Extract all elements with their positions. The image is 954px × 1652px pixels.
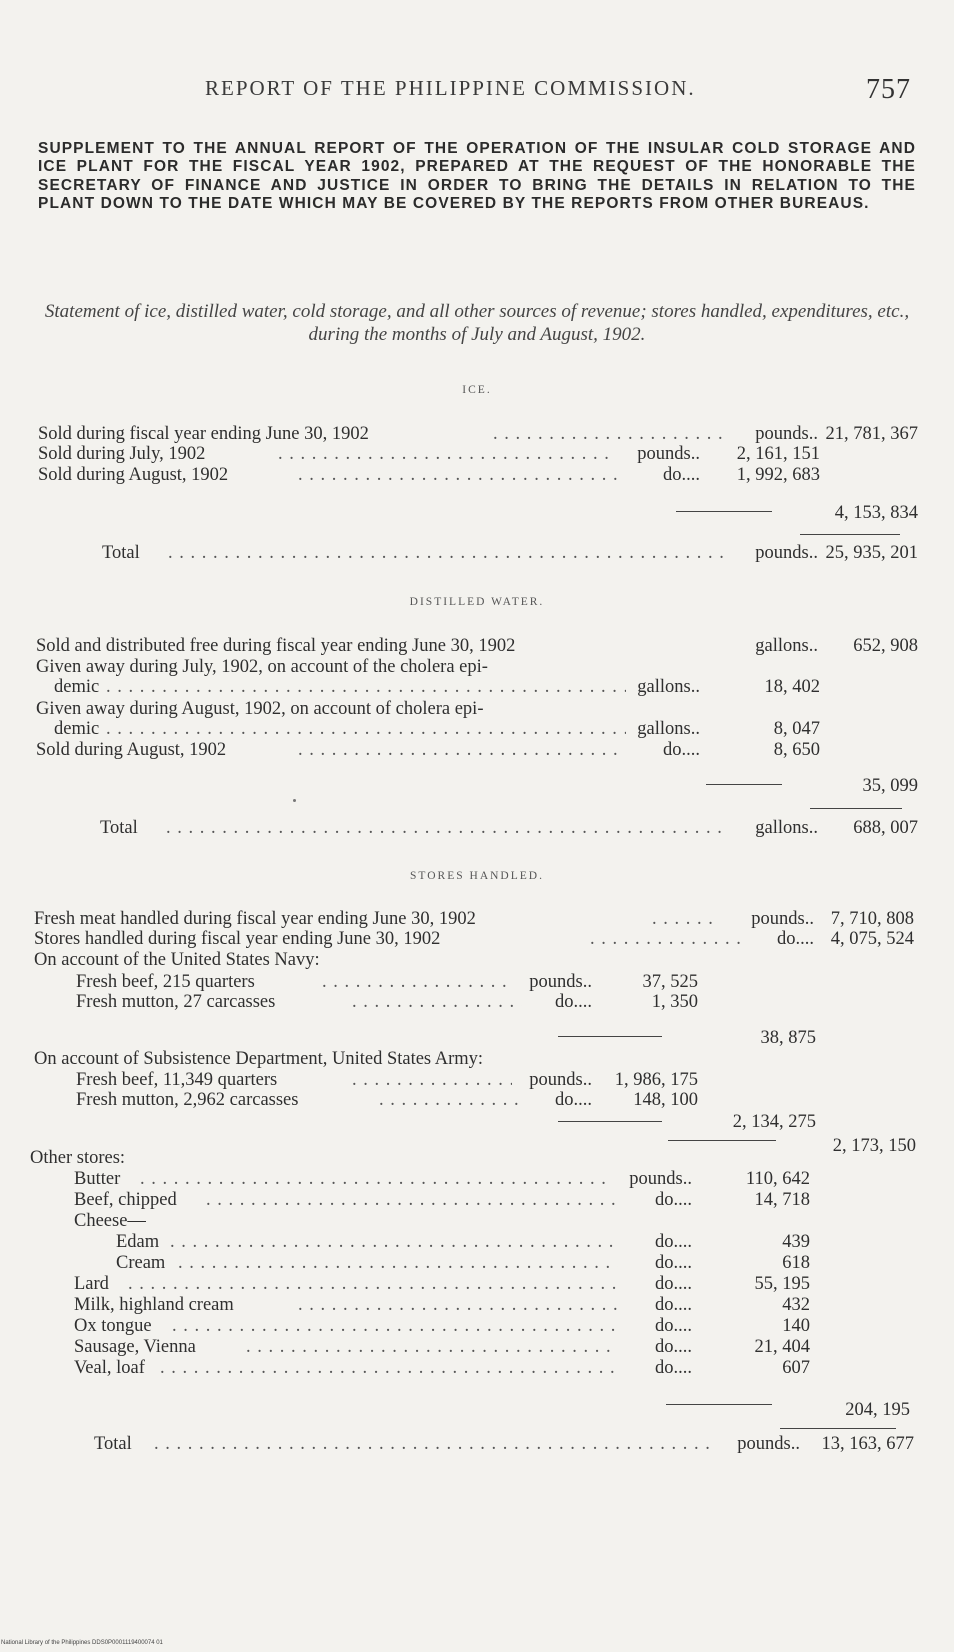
total-label: Total (100, 818, 138, 838)
dot-leader (170, 1232, 618, 1252)
row-unit: gallons.. (637, 677, 700, 697)
list-item (30, 1295, 914, 1315)
row-unit: gallons.. (637, 719, 700, 739)
supplement-title: SUPPLEMENT TO THE ANNUAL REPORT OF THE OPERATION OF THE INSULAR COLD STORAGE AND ICE PLANT FOR THE FISCAL YEAR 1902, PREPARED AT THE REQUEST OF THE HONORABLE THE SECRETARY OF FINANCE AND JUSTICE IN ORDER TO BRING THE DETAILS IN RELATION TO THE PLANT DOWN TO THE DATE WHICH MAY BE COVERED BY THE REPORTS FROM OTHER BUREAUS. (38, 140, 916, 213)
row-label: Fresh meat handled during fiscal year ending June 30, 1902 (34, 909, 476, 929)
navy-subtotal (34, 1028, 918, 1048)
dot-leader (166, 818, 721, 838)
running-title: REPORT OF THE PHILIPPINE COMMISSION. (205, 76, 696, 100)
row-label: Veal, loaf (74, 1358, 145, 1378)
row-value: 607 (782, 1358, 810, 1378)
row-value: 21, 781, 367 (825, 424, 918, 444)
navy-row-fresh-mutton (34, 992, 918, 1012)
row-unit: do.... (655, 1358, 692, 1378)
water-row-august-line1 (36, 699, 918, 719)
row-label: Other stores: (30, 1148, 126, 1168)
subtotal-value: 4, 153, 834 (834, 503, 918, 523)
row-unit: do.... (777, 929, 814, 949)
row-label: Sold during August, 1902 (36, 740, 227, 760)
row-unit: do.... (655, 1316, 692, 1336)
total-value: 13, 163, 677 (821, 1434, 914, 1454)
row-label: demic (54, 677, 100, 697)
dot-leader (106, 719, 626, 739)
list-item (30, 1358, 914, 1378)
other-subtotal (30, 1400, 914, 1420)
dot-leader (106, 677, 626, 697)
stores-row-fresh-meat (34, 909, 918, 929)
row-value: 140 (782, 1316, 810, 1336)
row-value: 2, 161, 151 (736, 444, 820, 464)
total-label: Total (102, 543, 140, 563)
row-value: 37, 525 (642, 972, 698, 992)
section-heading-stores-handled: STORES HANDLED. (410, 870, 544, 882)
water-row-july-line2 (36, 677, 918, 697)
dot-leader (154, 1434, 714, 1454)
row-label: Butter (74, 1169, 121, 1189)
ice-subtotal (38, 503, 918, 523)
army-subtotal (34, 1112, 918, 1132)
row-value: 7, 710, 808 (830, 909, 914, 929)
list-item (30, 1211, 914, 1231)
list-item (30, 1253, 914, 1273)
total-rule (780, 1428, 896, 1429)
row-unit: do.... (655, 1337, 692, 1357)
row-unit: do.... (555, 992, 592, 1012)
dot-leader (206, 1190, 618, 1210)
list-item (30, 1190, 914, 1210)
total-value: 688, 007 (853, 818, 918, 838)
row-value: 1, 992, 683 (736, 465, 820, 485)
dot-leader (298, 465, 618, 485)
list-item (30, 1232, 914, 1252)
row-unit: do.... (663, 740, 700, 760)
row-unit: gallons.. (755, 636, 818, 656)
row-unit: do.... (655, 1253, 692, 1273)
subtotal-value: 2, 134, 275 (732, 1112, 816, 1132)
row-value: 148, 100 (633, 1090, 698, 1110)
row-value: 1, 350 (651, 992, 698, 1012)
row-label: Sold during July, 1902 (38, 444, 206, 464)
list-item (30, 1316, 914, 1336)
dot-leader (168, 543, 728, 563)
total-rule (810, 808, 902, 809)
list-item (30, 1274, 914, 1294)
row-label: Cream (116, 1253, 166, 1273)
row-label: Fresh beef, 11,349 quarters (76, 1070, 278, 1090)
dot-leader (160, 1358, 618, 1378)
row-label: Given away during July, 1902, on account of the cholera epi- (36, 657, 488, 677)
row-unit: pounds.. (629, 1169, 692, 1189)
row-unit: do.... (655, 1295, 692, 1315)
row-label: Edam (116, 1232, 160, 1252)
subtotal-value: 35, 099 (862, 776, 918, 796)
row-value: 18, 402 (764, 677, 820, 697)
dot-leader (172, 1316, 618, 1336)
water-subtotal (36, 776, 918, 796)
row-value: 652, 908 (853, 636, 918, 656)
row-label: Milk, highland cream (74, 1295, 234, 1315)
row-label: On account of the United States Navy: (34, 950, 320, 970)
list-item (30, 1337, 914, 1357)
subtotal-value: 38, 875 (760, 1028, 816, 1048)
water-row-august-line2 (36, 719, 918, 739)
row-value: 618 (782, 1253, 810, 1273)
army-heading (34, 1049, 918, 1069)
army-row-fresh-mutton (34, 1090, 918, 1110)
water-row-july-line1 (36, 657, 918, 677)
row-value: 8, 650 (773, 740, 820, 760)
ice-row-fiscal-year (38, 424, 918, 444)
stores-row-stores-handled (34, 929, 918, 949)
dot-leader (128, 1274, 618, 1294)
scan-footer: National Library of the Philippines DDS0P0001119400074 01 (1, 1640, 163, 1646)
dot-leader (298, 1295, 618, 1315)
row-unit: do.... (655, 1274, 692, 1294)
page-number: 757 (866, 74, 911, 105)
row-label: Lard (74, 1274, 109, 1294)
total-label: Total (94, 1434, 132, 1454)
row-label: Fresh mutton, 27 carcasses (76, 992, 276, 1012)
total-value: 25, 935, 201 (825, 543, 918, 563)
row-unit: pounds.. (751, 909, 814, 929)
row-value: 8, 047 (773, 719, 820, 739)
row-label: Stores handled during fiscal year ending June 30, 1902 (34, 929, 441, 949)
speck (293, 799, 296, 802)
other-stores-heading (30, 1148, 914, 1168)
navy-heading (34, 950, 918, 970)
row-label: Sold during August, 1902 (38, 465, 229, 485)
stores-total-row (30, 1434, 914, 1454)
row-value: 21, 404 (754, 1337, 810, 1357)
row-unit: do.... (555, 1090, 592, 1110)
row-label: On account of Subsistence Department, United States Army: (34, 1049, 484, 1069)
row-value: 439 (782, 1232, 810, 1252)
row-value: 432 (782, 1295, 810, 1315)
statement-caption: Statement of ice, distilled water, cold storage, and all other sources of revenue; stores handled, expenditures, etc., during the months of July and August, 1902. (44, 301, 910, 345)
row-unit: pounds.. (637, 444, 700, 464)
dot-leader (246, 1337, 618, 1357)
row-label: Ox tongue (74, 1316, 152, 1336)
row-value: 14, 718 (754, 1190, 810, 1210)
water-row-fiscal-year (36, 636, 918, 656)
navy-row-fresh-beef (34, 972, 918, 992)
row-unit: do.... (655, 1232, 692, 1252)
row-value: 4, 075, 524 (830, 929, 914, 949)
army-row-fresh-beef (34, 1070, 918, 1090)
row-label: demic (54, 719, 100, 739)
dot-leader (298, 740, 618, 760)
water-row-august-sold (36, 740, 918, 760)
row-value: 55, 195 (754, 1274, 810, 1294)
subtotal-value: 204, 195 (845, 1400, 910, 1420)
row-label: Cheese— (74, 1211, 146, 1231)
total-unit: gallons.. (755, 818, 818, 838)
row-value: 1, 986, 175 (614, 1070, 698, 1090)
ice-row-july (38, 444, 918, 464)
total-unit: pounds.. (755, 543, 818, 563)
row-label: Fresh beef, 215 quarters (76, 972, 255, 992)
row-label: Fresh mutton, 2,962 carcasses (76, 1090, 299, 1110)
subtotal-value: 2, 173, 150 (832, 1136, 916, 1156)
row-unit: pounds.. (755, 424, 818, 444)
water-total-row (36, 818, 918, 838)
row-value: 110, 642 (745, 1169, 810, 1189)
row-unit: pounds.. (529, 1070, 592, 1090)
row-unit: pounds.. (529, 972, 592, 992)
section-heading-ice: ICE. (462, 384, 492, 396)
ice-total-row (38, 543, 918, 563)
dot-leader (178, 1253, 618, 1273)
row-label: Beef, chipped (74, 1190, 177, 1210)
row-unit: do.... (663, 465, 700, 485)
row-unit: do.... (655, 1190, 692, 1210)
row-label: Sausage, Vienna (74, 1337, 196, 1357)
section-heading-distilled-water: DISTILLED WATER. (409, 596, 545, 608)
total-rule (800, 534, 900, 535)
row-label: Given away during August, 1902, on account of cholera epi- (36, 699, 484, 719)
list-item (30, 1169, 914, 1189)
ice-row-august (38, 465, 918, 485)
row-label: Sold during fiscal year ending June 30, 1902 (38, 424, 369, 444)
dot-leader (140, 1169, 610, 1189)
row-label: Sold and distributed free during fiscal year ending June 30, 1902 (36, 636, 516, 656)
total-unit: pounds.. (737, 1434, 800, 1454)
